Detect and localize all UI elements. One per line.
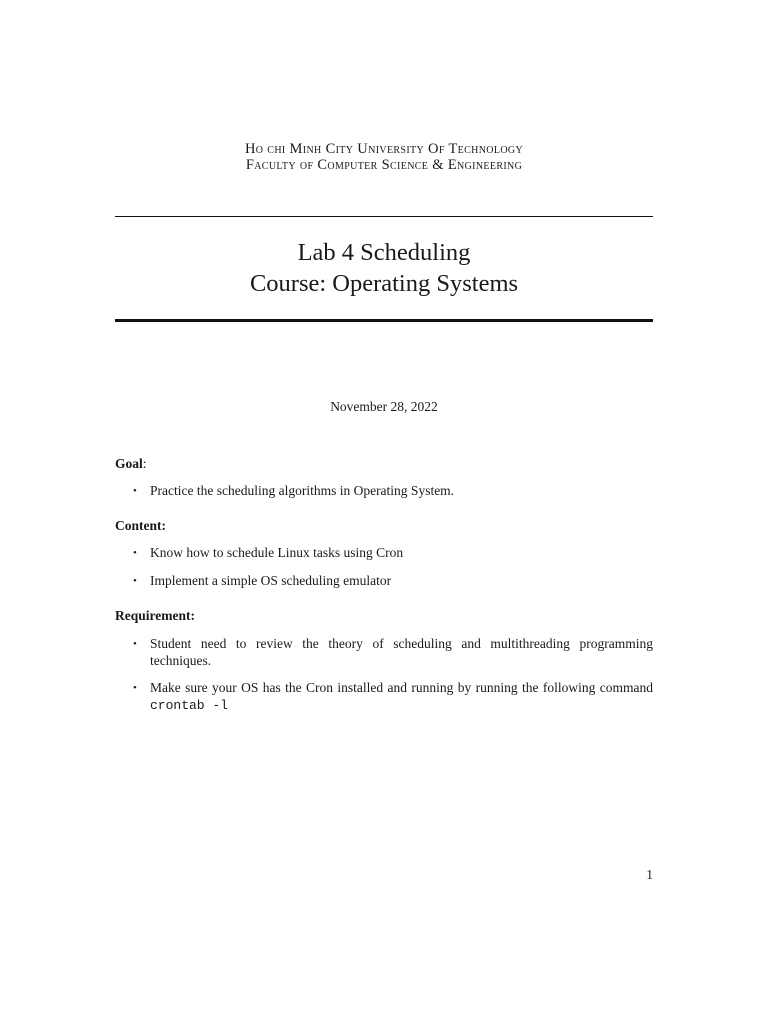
bullet-icon: • bbox=[133, 485, 137, 497]
content-heading: Content: bbox=[115, 518, 166, 533]
bullet-icon: • bbox=[133, 682, 137, 694]
crontab-command: crontab -l bbox=[150, 697, 229, 713]
goal-item-text: Practice the scheduling algorithms in Operating System. bbox=[150, 483, 455, 498]
requirement-item-text: Make sure your OS has the Cron installed and running by running the following command bbox=[150, 680, 653, 695]
bottom-rule bbox=[115, 319, 653, 322]
goal-heading-colon: : bbox=[142, 456, 147, 471]
page-number: 1 bbox=[646, 867, 653, 882]
lab-title: Lab 4 Scheduling bbox=[297, 239, 471, 266]
list-item bbox=[133, 545, 653, 562]
top-rule bbox=[115, 216, 653, 217]
faculty-name: Faculty of Computer Science & Engineering bbox=[245, 157, 523, 173]
goal-heading bbox=[115, 455, 147, 473]
document-date: November 28, 2022 bbox=[330, 399, 438, 414]
list-item bbox=[133, 483, 653, 500]
list-item bbox=[133, 680, 653, 714]
university-name: Ho chi Minh City University Of Technology bbox=[244, 141, 524, 157]
bullet-icon: • bbox=[133, 547, 137, 559]
content-item-text: Know how to schedule Linux tasks using Cron bbox=[150, 545, 404, 560]
content-item-text: Implement a simple OS scheduling emulator bbox=[150, 573, 392, 588]
bullet-icon: • bbox=[133, 638, 137, 650]
requirement-item-text: Student need to review the theory of scheduling and multithreading programming techniques. bbox=[150, 636, 653, 668]
requirement-item-text-wrapper bbox=[150, 680, 653, 714]
course-title: Course: Operating Systems bbox=[249, 270, 519, 297]
list-item bbox=[133, 573, 653, 590]
goal-heading-label: Goal bbox=[115, 456, 143, 471]
bullet-icon: • bbox=[133, 575, 137, 587]
list-item bbox=[133, 636, 653, 669]
requirement-heading: Requirement: bbox=[115, 608, 195, 623]
